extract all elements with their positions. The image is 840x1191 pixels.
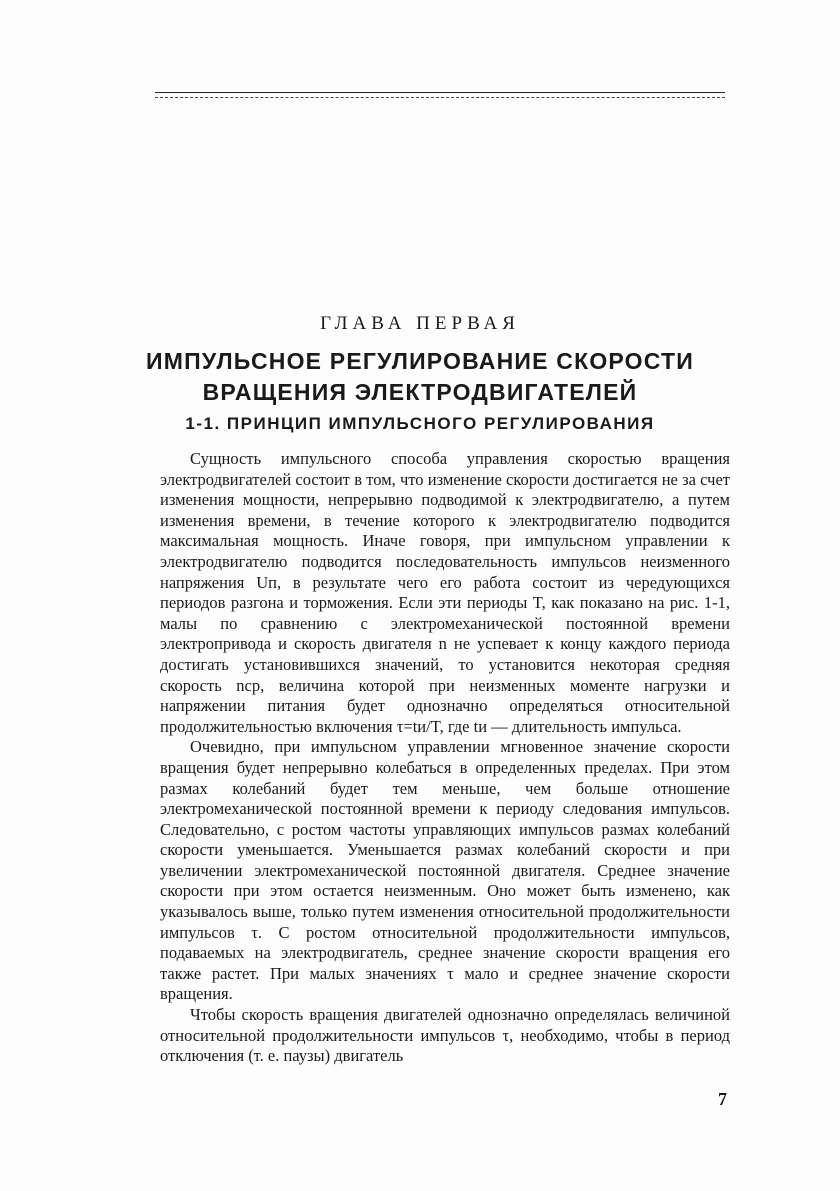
chapter-label: ГЛАВА ПЕРВАЯ	[320, 313, 520, 334]
section-title: 1-1. ПРИНЦИП ИМПУЛЬСНОГО РЕГУЛИРОВАНИЯ	[185, 414, 655, 433]
paragraph: Очевидно, при импульсном управлении мгновенное значение скорости вращения будет непрерывно колебаться в определенных пределах. При этом размах колебаний будет тем меньше, чем больше отношение электромеханической постоянной времени к периоду следования импульсов. Следовательно, с ростом частоты управляющих импульсов размах колебаний скорости уменьшается. Уменьшается размах колебаний скорости и при увеличении электромеханической постоянной двигателя. Среднее значение скорости при этом остается неизменным. Оно может быть изменено, как указывалось выше, только путем изменения относительной продолжительности импульсов τ. С ростом относительной продолжительности импульсов, подаваемых на электродвигатель, среднее значение скорости вращения его также растет. При малых значениях τ мало и среднее значение скорости вращения.	[160, 737, 730, 1004]
body-text	[160, 449, 730, 1067]
page-number: 7	[718, 1089, 727, 1109]
paragraph: Сущность импульсного способа управления скоростью вращения электродвигателей состоит в том, что изменение скорости достигается не за счет изменения мощности, непрерывно подводимой к электродвигателю, а путем изменения времени, в течение которого к электродвигателю подводится максимальная мощность. Иначе говоря, при импульсном управлении к электродвигателю подводится последовательность импульсов неизменного напряжения Uп, в результате чего его работа состоит из чередующихся периодов разгона и торможения. Если эти периоды T, как показано на рис. 1-1, малы по сравнению с электромеханической постоянной времени электропривода и скорость двигателя n не успевает к концу каждого периода достигать установившихся значений, то установится некоторая средняя скорость nср, величина которой при неизменных моменте нагрузки и напряжении питания будет однозначно определяться относительной продолжительностью включения τ=tи/T, где tи — длительность импульса.	[160, 449, 730, 736]
header-rule-dashed	[155, 97, 725, 98]
paragraph: Чтобы скорость вращения двигателей однозначно определялась величиной относительной продолжительности импульсов τ, необходимо, чтобы в период отключения (т. е. паузы) двигатель	[160, 1005, 730, 1066]
chapter-title-line-2: ВРАЩЕНИЯ ЭЛЕКТРОДВИГАТЕЛЕЙ	[202, 379, 638, 405]
header-rule	[155, 92, 725, 93]
chapter-title-line-1: ИМПУЛЬСНОЕ РЕГУЛИРОВАНИЕ СКОРОСТИ	[146, 348, 694, 374]
chapter-title	[0, 346, 840, 408]
